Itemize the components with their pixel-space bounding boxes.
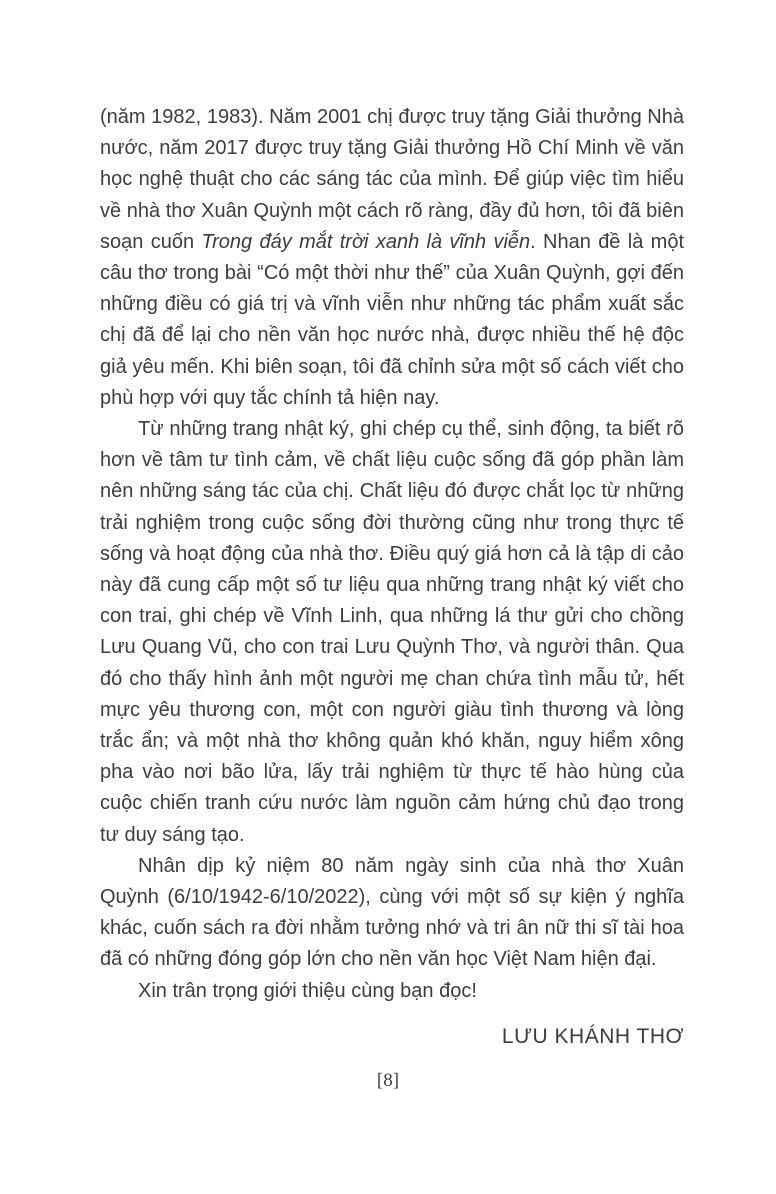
page-body-text	[100, 102, 684, 1052]
book-title-italic: Trong đáy mắt trời xanh là vĩnh viễn	[201, 230, 531, 253]
page-number: [8]	[376, 1070, 400, 1091]
paragraph-3: Nhân dịp kỷ niệm 80 năm ngày sinh của nhà thơ Xuân Quỳnh (6/10/1942-6/10/2022), cùng với một số sự kiện ý nghĩa khác, cuốn sách ra đời nhằm tưởng nhớ và tri ân nữ thi sĩ tài hoa đã có những đóng góp lớn cho nền văn học Việt Nam hiện đại.	[100, 854, 684, 971]
paragraph-2: Từ những trang nhật ký, ghi chép cụ thể, sinh động, ta biết rõ hơn về tâm tư tình cảm, về chất liệu cuộc sống đã góp phần làm nên những sáng tác của chị. Chất liệu đó được chắt lọc từ những trải nghiệm trong cuộc sống đời thường cũng như trong thực tế sống và hoạt động của nhà thơ. Điều quý giá hơn cả là tập di cảo này đã cung cấp một số tư liệu qua những trang nhật ký viết cho con trai, ghi chép về Vĩnh Linh, qua những lá thư gửi cho chồng Lưu Quang Vũ, cho con trai Lưu Quỳnh Thơ, và người thân. Qua đó cho thấy hình ảnh một người mẹ chan chứa tình mẫu tử, hết mực yêu thương con, một con người giàu tình thương và lòng trắc ẩn; và một nhà thơ không quản khó khăn, nguy hiểm xông pha vào nơi bão lửa, lấy trải nghiệm từ thực tế hào hùng của cuộc chiến tranh cứu nước làm nguồn cảm hứng chủ đạo trong tư duy sáng tạo.	[100, 418, 684, 846]
paragraph-4: Xin trân trọng giới thiệu cùng bạn đọc!	[138, 979, 477, 1002]
paragraph-1-tail: . Nhan đề là một câu thơ trong bài “Có một thời như thế” của Xuân Quỳnh, gợi đến những điều có giá trị và vĩnh viễn như những tác phẩm xuất sắc chị đã để lại cho nền văn học nước nhà, được nhiều thế hệ độc giả yêu mến. Khi biên soạn, tôi đã chỉnh sửa một số cách viết cho phù hợp với quy tắc chính tả hiện nay.	[100, 230, 685, 409]
author-signature: LƯU KHÁNH THƠ	[501, 1024, 684, 1048]
paragraph-1	[100, 102, 684, 414]
paragraph-1-lead: (năm 1982, 1983). Năm 2001 chị được truy tặng Giải thưởng Nhà nước, năm 2017 được truy tặng Giải thưởng Hồ Chí Minh về văn học nghệ thuật cho các sáng tác của mình. Để giúp việc tìm hiểu về nhà thơ Xuân Quỳnh một cách rõ ràng, đầy đủ hơn, tôi đã biên soạn cuốn	[100, 106, 684, 253]
